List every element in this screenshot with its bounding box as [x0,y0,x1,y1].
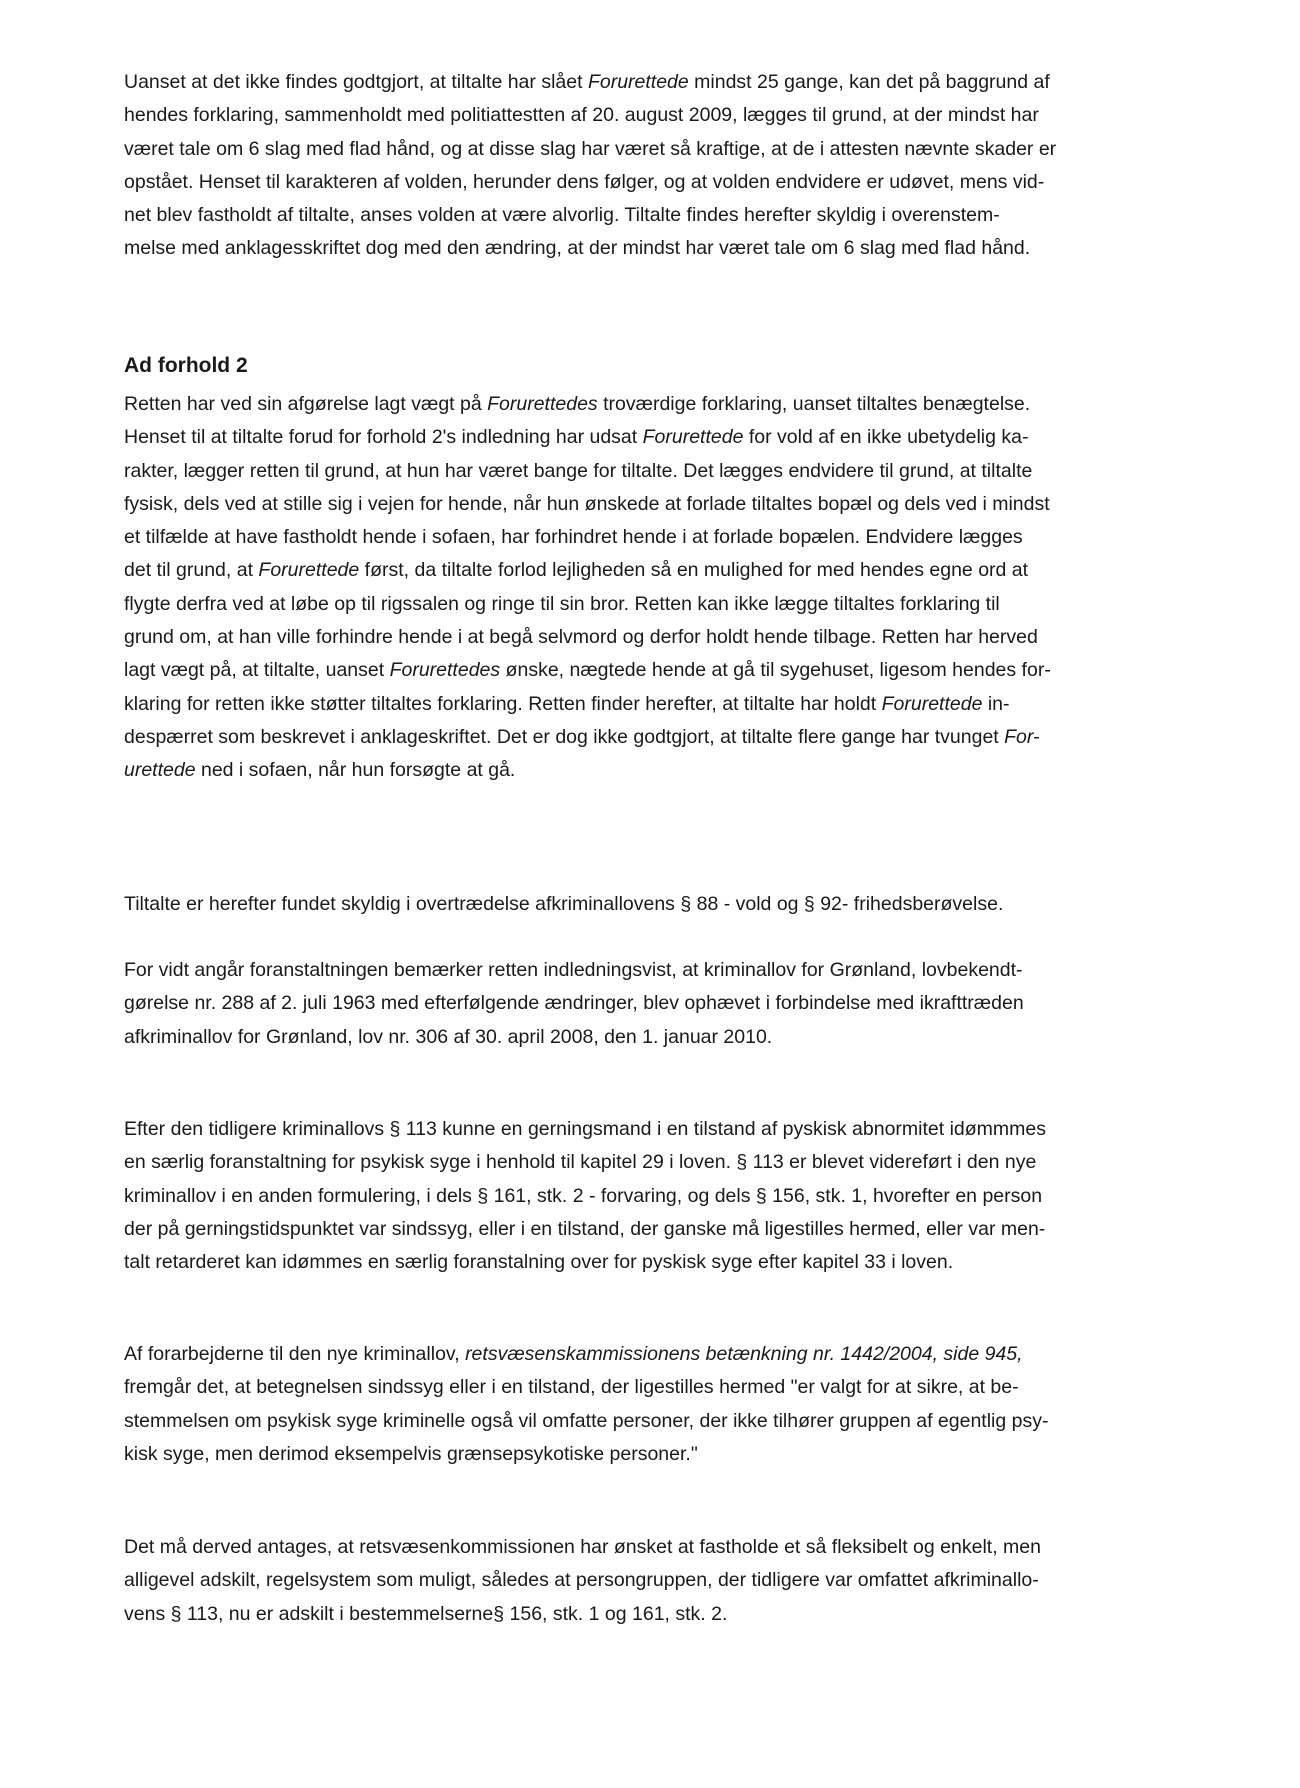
paragraph-conclusion-guilty: Tiltalte er herefter fundet skyldig i overtrædelse afkriminallovens § 88 - vold og § 92- frihedsberøvelse. [124,893,1004,915]
paragraph-verdict-forhold-1: Uanset at det ikke findes godtgjort, at tiltalte har slået Forurettede mindst 25 gange, kan det på baggrund af hendes forklaring, sammenholdt med politiattestten af 20. august 2009, lægges til grund, at der mindst har været tale om 6 slag med flad hånd, og at disse slag har været så kraftige, at de i attesten nævnte skader er opstået. Henset til karakteren af volden, herunder dens følger, og at volden endvidere er udøvet, mens vid- net blev fastholdt af tiltalte, anses volden at være alvorlig. Tiltalte findes herefter skyldig i overenstem- melse med anklagesskriftet dog med den ændring, at der mindst har været tale om 6 slag med flad hånd. [124,71,1057,260]
italic-term: Forurettede [258,559,360,582]
italic-term: Forurettede [587,71,689,93]
paragraph-preparatory-works: Af forarbejderne til den nye kriminallov, retsvæsenskammissionens betænkning nr. 1442/2004, side 945, fremgår det, at betegnelsen sindssyg eller i en tilstand, der ligestilles hermed "er valgt for at sikre, at be- stemmelsen om psykisk syge kriminelle også vil omfatte personer, der ikke tilhører gruppen af egentlig psy- kisk syge, men derimod eksempelvis grænsepsykotiske personer." [124,1343,1049,1465]
paragraph-commission-intent: Det må derved antages, at retsvæsenkommissionen har ønsket at fastholde et så fleksibelt og enkelt, men alligevel adskilt, regelsystem som muligt, således at persongruppen, der tidligere var omfattet afkriminallo- vens § 113, nu er adskilt i bestemmelserne§ 156, stk. 1 og 161, stk. 2. [124,1536,1041,1625]
section-heading-forhold-2: Ad forhold 2 [124,354,248,377]
italic-term: Forurettedes [487,393,598,415]
italic-term: Forurettedes [389,659,501,682]
italic-term: retsvæsenskammissionens betænkning nr. 1442/2004, side 945, [465,1343,1023,1365]
paragraph-former-section-113: Efter den tidligere kriminallovs § 113 kunne en gerningsmand i en tilstand af pyskisk abnormitet idømmmes en særlig foranstaltning for psykisk syge i henhold til kapitel 29 i loven. § 113 er blevet videreført i den nye kriminallov i en anden formulering, i dels § 161, stk. 2 - forvaring, og dels § 156, stk. 1, hvorefter en person der på gerningstidspunktet var sindssyg, eller i en tilstand, der ganske må ligestilles hermed, eller var men- talt retarderet kan idømmes en særlig foranstalning over for pyskisk syge efter kapitel 33 i loven. [124,1118,1046,1274]
italic-term: For- urettede [124,725,1040,782]
paragraph-verdict-forhold-2: Retten har ved sin afgørelse lagt vægt på Forurettedes troværdige forklaring, uanset tiltaltes benægtelse. Henset til at tiltalte forud for forhold 2's indledning har udsat Forurettede for vold af en ikke ubetydelig ka- rakter, lægger retten til grund, at hun har været bange for tiltalte. Det lægges endvidere til grund, at tiltalte fysisk, dels ved at stille sig i vejen for hende, når hun ønskede at forlade tiltaltes bopæl og dels ved i mindst et tilfælde at have fastholdt hende i sofaen, har forhindret hende i at forlade bopælen. Endvidere lægges det til grund, at Forurettede først, da tiltalte forlod lejligheden så en mulighed for med hendes egne ord at flygte derfra ved at løbe op til rigssalen og ringe til sin bror. Retten kan ikke lægge tiltaltes forklaring til grund om, at han ville forhindre hende i at begå selvmord og derfor holdt hende tilbage. Retten har herved lagt vægt på, at tiltalte, uanset Forurettedes ønske, nægtede hende at gå til sygehuset, ligesom hendes for- klaring for retten ikke støtter tiltaltes forklaring. Retten finder herefter, at tiltalte har holdt Forurettede in- despærret som beskrevet i anklageskriftet. Det er dog ikke godtgjort, at tiltalte flere gange har tvunget For- urettede ned i sofaen, når hun forsøgte at gå. [124,393,1051,782]
italic-term: Forurettede [642,426,744,449]
paragraph-measure-intro: For vidt angår foranstaltningen bemærker retten indledningsvist, at kriminallov for Grønland, lovbekendt- gørelse nr. 288 af 2. juli 1963 med efterfølgende ændringer, blev ophævet i forbindelse med ikrafttræden afkriminallov for Grønland, lov nr. 306 af 30. april 2008, den 1. januar 2010. [124,959,1024,1048]
italic-term: Forurettede [881,692,983,715]
